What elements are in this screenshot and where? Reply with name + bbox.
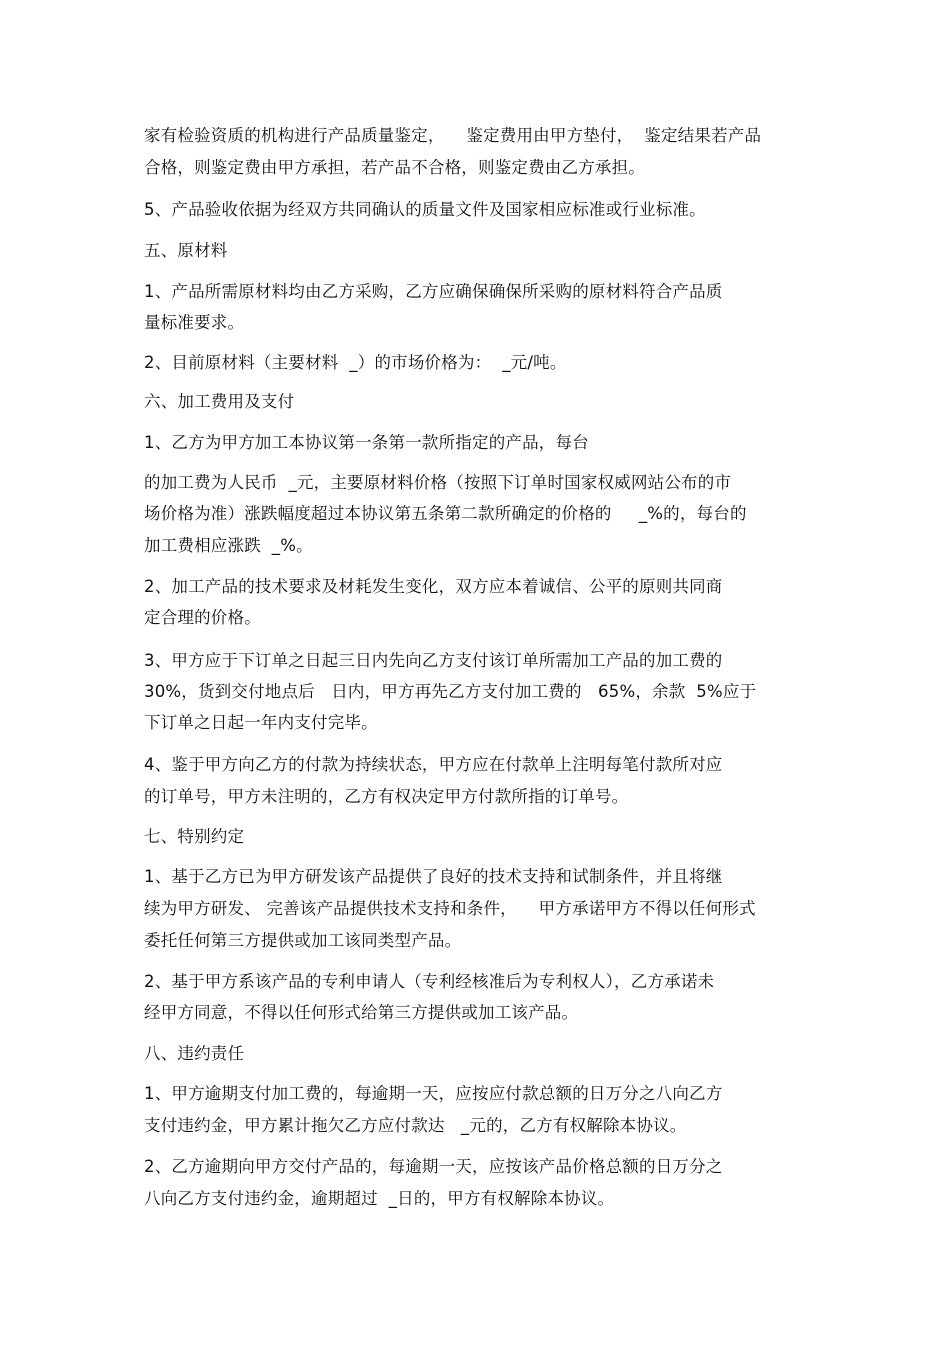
section-heading: 五、原材料 — [144, 241, 228, 260]
text-line: 2、基于甲方系该产品的专利申请人（专利经核准后为专利权人），乙方承诺未 — [144, 972, 715, 991]
text-line: 的加工费为人民币 _元，主要原材料价格（按照下订单时国家权威网站公布的市 — [144, 473, 732, 492]
text-line: 1、乙方为甲方加工本协议第一条第一款所指定的产品，每台 — [144, 433, 589, 452]
text-line: 定合理的价格。 — [144, 608, 261, 627]
text-line: 1、基于乙方已为甲方研发该产品提供了良好的技术支持和试制条件，并且将继 — [144, 867, 723, 886]
text-line: 场价格为准）涨跌幅度超过本协议第五条第二款所确定的价格的 _%的，每台的 — [144, 504, 747, 523]
text-line: 合格，则鉴定费由甲方承担，若产品不合格，则鉴定费由乙方承担。 — [144, 158, 645, 177]
text-line: 家有检验资质的机构进行产品质量鉴定， 鉴定费用由甲方垫付， 鉴定结果若产品 — [144, 126, 762, 145]
section-heading: 八、违约责任 — [144, 1044, 245, 1063]
text-line: 量标准要求。 — [144, 313, 245, 332]
text-line: 下订单之日起一年内支付完毕。 — [144, 713, 378, 732]
text-line: 2、乙方逾期向甲方交付产品的，每逾期一天，应按该产品价格总额的日万分之 — [144, 1157, 723, 1176]
text-line: 1、产品所需原材料均由乙方采购，乙方应确保确保所采购的原材料符合产品质 — [144, 282, 723, 301]
text-line: 2、目前原材料（主要材料 _）的市场价格为： _元/吨。 — [144, 353, 567, 372]
text-line: 2、加工产品的技术要求及材耗发生变化，双方应本着诚信、公平的原则共同商 — [144, 577, 723, 596]
text-line: 八向乙方支付违约金，逾期超过 _日的，甲方有权解除本协议。 — [144, 1189, 615, 1208]
text-line: 5、产品验收依据为经双方共同确认的质量文件及国家相应标准或行业标准。 — [144, 200, 706, 219]
text-line: 加工费相应涨跌 _%。 — [144, 536, 313, 555]
text-line: 委托任何第三方提供或加工该同类型产品。 — [144, 931, 462, 950]
text-line: 续为甲方研发、 完善该产品提供技术支持和条件， 甲方承诺甲方不得以任何形式 — [144, 899, 756, 918]
section-heading: 七、特别约定 — [144, 827, 245, 846]
text-line: 经甲方同意，不得以任何形式给第三方提供或加工该产品。 — [144, 1003, 579, 1022]
text-line: 3、甲方应于下订单之日起三日内先向乙方支付该订单所需加工产品的加工费的 — [144, 651, 723, 670]
text-line: 30%，货到交付地点后 日内，甲方再先乙方支付加工费的 65%，余款 5%应于 — [144, 682, 757, 701]
text-line: 4、鉴于甲方向乙方的付款为持续状态，甲方应在付款单上注明每笔付款所对应 — [144, 755, 723, 774]
text-line: 支付违约金，甲方累计拖欠乙方应付款达 _元的，乙方有权解除本协议。 — [144, 1116, 687, 1135]
text-line: 的订单号，甲方未注明的，乙方有权决定甲方付款所指的订单号。 — [144, 787, 629, 806]
section-heading: 六、加工费用及支付 — [144, 392, 295, 411]
text-line: 1、甲方逾期支付加工费的，每逾期一天，应按应付款总额的日万分之八向乙方 — [144, 1084, 723, 1103]
